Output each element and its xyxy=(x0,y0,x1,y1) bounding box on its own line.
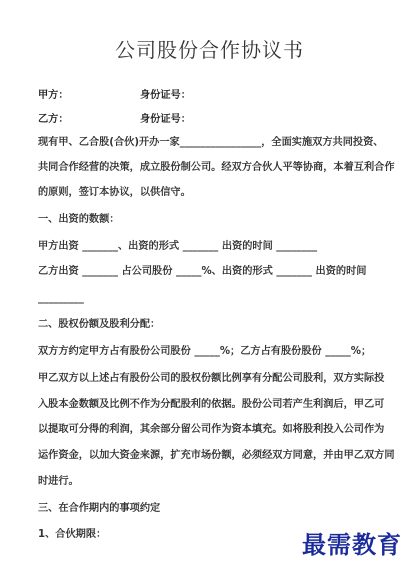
party-a-id-label: 身份证号： xyxy=(140,90,191,101)
section-2-line: 双方方约定甲方占有股份公司股份 _____%；乙方占有股份股份 _____%； xyxy=(38,346,372,357)
intro-line: 的原则，签订本协议，以供信守。 xyxy=(38,187,191,198)
party-b-label: 乙方： xyxy=(38,114,69,125)
party-a-label: 甲方： xyxy=(38,90,69,101)
section-1-line: 甲方出资 _______、出资的形式 _______ 出资的时间 ________ xyxy=(38,241,318,252)
watermark-logo: 最需教育 xyxy=(302,530,402,559)
section-2-line: 时进行。 xyxy=(38,476,79,487)
party-b-id-label: 身份证号： xyxy=(140,114,191,125)
document-title: 公司股份合作协议书 xyxy=(115,38,304,62)
section-1-line: _________ xyxy=(38,293,84,304)
intro-line: 现有甲、乙合股(合伙)开办一家________________，全面实施双方共同投资、 xyxy=(38,137,384,148)
intro-line: 共同合作经营的决策，成立股份制公司。经双方合伙人平等协商，本着互利合作 xyxy=(38,162,395,173)
section-1-line: 乙方出资 _______ 占公司股份 _____%、出资的形式 _______ 出资的时间 xyxy=(38,266,367,277)
section-2-line: 以提取可分得的利润，其余部分留公司作为资本填充。如将股利投入公司作为 xyxy=(38,424,385,435)
section-1-heading: 一、出资的数额： xyxy=(38,214,120,225)
section-2-line: 运作资金，以加大资金来源，扩充市场份额，必须经双方同意，并由甲乙双方同 xyxy=(38,450,395,461)
section-2-heading: 二、股权份额及股利分配： xyxy=(38,319,161,330)
section-3-sub-1: 1、合伙期限： xyxy=(38,529,107,540)
section-2-line: 入股本金数额及比例不作为分配股利的依据。股份公司若产生利润后，甲乙可 xyxy=(38,399,385,410)
section-2-line: 甲乙双方以上述占有股份公司的股权份额比例享有分配公司股利，双方实际投 xyxy=(38,373,385,384)
section-3-heading: 三、在合作期内的事项约定 xyxy=(38,503,161,514)
